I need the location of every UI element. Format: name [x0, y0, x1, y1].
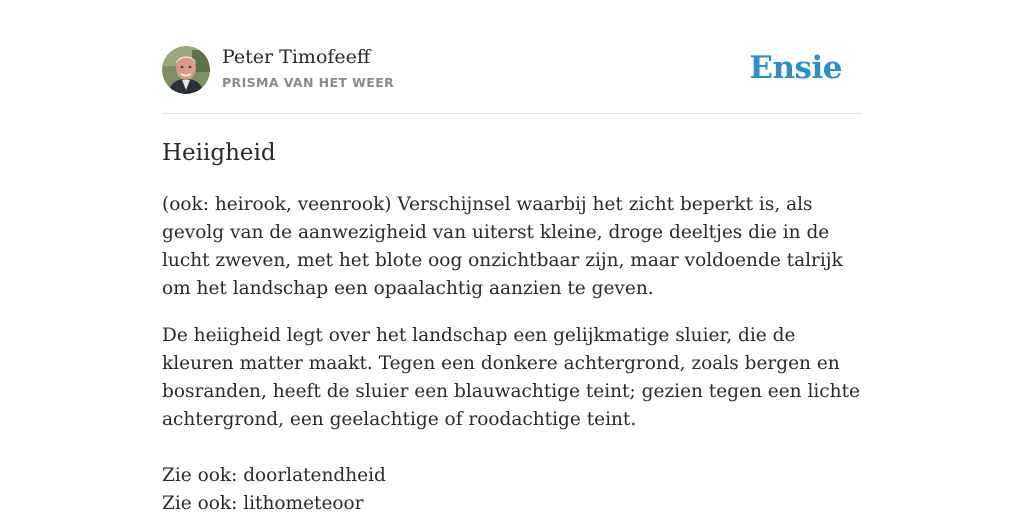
- header-divider: [162, 113, 862, 114]
- article-paragraph: (ook: heirook, veenrook) Verschijnsel waarbij het zicht beperkt is, als gevolg van de aanwezigheid van uiterst kleine, droge deeltjes die in de lucht zweven, met het blote oog onzichtbaar zijn, maar voldoende talrijk om het landschap een opaalachtig aanzien te geven.: [162, 194, 843, 299]
- article: [162, 136, 862, 512]
- avatar-photo: [162, 46, 210, 94]
- article-paragraph: De heiigheid legt over het landschap een gelijkmatige sluier, die de kleuren matter maakt. Tegen een donkere achtergrond, zoals bergen en bosranden, heeft de sluier een blauwachtige teint; gezien tegen een lichte achtergrond, een geelachtige of roodachtige teint.: [162, 325, 860, 430]
- article-title: Heiigheid: [162, 140, 276, 166]
- header: [162, 46, 862, 96]
- author-name[interactable]: Peter Timofeeff: [222, 46, 371, 68]
- brand-logo[interactable]: Ensie: [749, 50, 842, 86]
- spacer: [162, 434, 862, 462]
- see-also-line: Zie ook: doorlatendheid: [162, 465, 386, 486]
- see-also-line: Zie ook: lithometeoor: [162, 493, 364, 512]
- author-subtitle[interactable]: PRISMA VAN HET WEER: [222, 75, 395, 90]
- avatar[interactable]: [162, 46, 210, 94]
